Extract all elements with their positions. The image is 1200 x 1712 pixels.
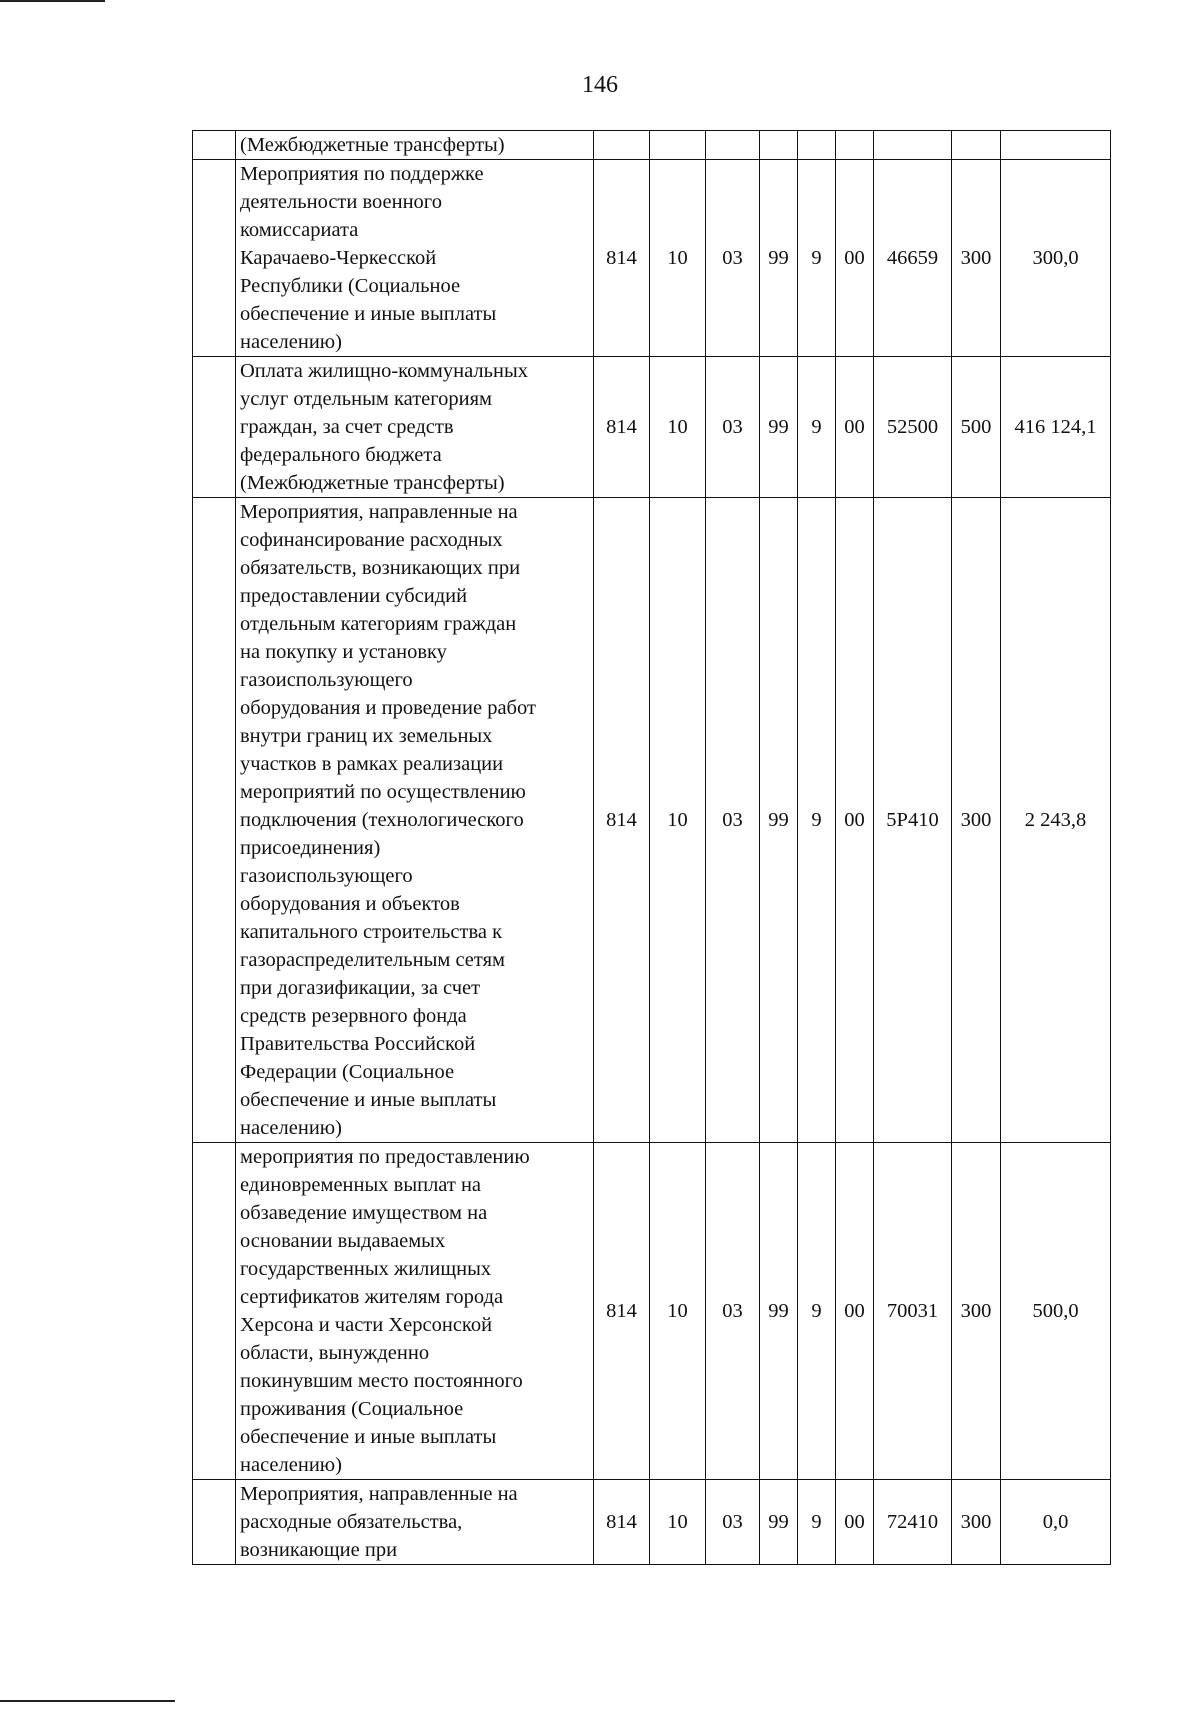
code-cell: 52500 xyxy=(874,357,952,498)
code-cell xyxy=(874,131,952,160)
code-cell: 03 xyxy=(706,1480,760,1565)
table-row xyxy=(193,1480,1111,1565)
description-cell: Оплата жилищно-коммунальных услуг отдельным категориям граждан, за счет средств федерального бюджета (Межбюджетные трансферты) xyxy=(236,357,594,498)
table-row xyxy=(193,357,1111,498)
code-cell: 72410 xyxy=(874,1480,952,1565)
code-cell: 9 xyxy=(798,498,836,1143)
code-cell: 9 xyxy=(798,1480,836,1565)
code-cell: 300 xyxy=(952,1480,1001,1565)
row-number-cell xyxy=(193,1143,236,1480)
code-cell: 300 xyxy=(952,498,1001,1143)
table-row xyxy=(193,160,1111,357)
code-cell xyxy=(952,131,1001,160)
amount-cell: 300,0 xyxy=(1001,160,1111,357)
scan-edge-mark xyxy=(0,1700,175,1702)
code-cell: 814 xyxy=(594,357,650,498)
row-number-cell xyxy=(193,357,236,498)
table-row xyxy=(193,498,1111,1143)
code-cell: 10 xyxy=(650,160,706,357)
code-cell: 500 xyxy=(952,357,1001,498)
code-cell xyxy=(798,131,836,160)
code-cell: 10 xyxy=(650,357,706,498)
code-cell: 00 xyxy=(836,498,874,1143)
code-cell: 300 xyxy=(952,1143,1001,1480)
code-cell: 814 xyxy=(594,498,650,1143)
code-cell: 9 xyxy=(798,160,836,357)
code-cell: 00 xyxy=(836,1143,874,1480)
description-cell: Мероприятия, направленные на софинансирование расходных обязательств, возникающих при предоставлении субсидий отдельным категориям граждан на покупку и установку газоиспользующего оборудования и проведение работ внутри границ их земельных участков в рамках реализации мероприятий по осуществлению подключения (технологического присоединения) газоиспользующего оборудования и объектов капитального строительства к газораспределительным сетям при догазификации, за счет средств резервного фонда Правительства Российской Федерации (Социальное обеспечение и иные выплаты населению) xyxy=(236,498,594,1143)
table-row xyxy=(193,131,1111,160)
description-cell: Мероприятия, направленные на расходные обязательства, возникающие при xyxy=(236,1480,594,1565)
code-cell: 00 xyxy=(836,160,874,357)
code-cell xyxy=(760,131,798,160)
description-cell: мероприятия по предоставлению единовременных выплат на обзаведение имуществом на основании выдаваемых государственных жилищных сертификатов жителям города Херсона и части Херсонской области, вынужденно покинувшим место постоянного проживания (Социальное обеспечение и иные выплаты населению) xyxy=(236,1143,594,1480)
description-cell: Мероприятия по поддержке деятельности военного комиссариата Карачаево-Черкесской Республики (Социальное обеспечение и иные выплаты населению) xyxy=(236,160,594,357)
amount-cell: 500,0 xyxy=(1001,1143,1111,1480)
code-cell xyxy=(594,131,650,160)
code-cell: 03 xyxy=(706,160,760,357)
code-cell: 03 xyxy=(706,357,760,498)
code-cell: 300 xyxy=(952,160,1001,357)
code-cell: 99 xyxy=(760,1143,798,1480)
code-cell xyxy=(706,131,760,160)
description-cell: (Межбюджетные трансферты) xyxy=(236,131,594,160)
code-cell: 46659 xyxy=(874,160,952,357)
row-number-cell xyxy=(193,131,236,160)
code-cell: 00 xyxy=(836,1480,874,1565)
page-number: 146 xyxy=(582,72,618,98)
code-cell: 99 xyxy=(760,1480,798,1565)
budget-table xyxy=(192,130,1111,1565)
code-cell xyxy=(650,131,706,160)
code-cell: 10 xyxy=(650,498,706,1143)
amount-cell: 416 124,1 xyxy=(1001,357,1111,498)
table-row xyxy=(193,1143,1111,1480)
code-cell: 814 xyxy=(594,1480,650,1565)
code-cell: 00 xyxy=(836,357,874,498)
code-cell: 9 xyxy=(798,357,836,498)
amount-cell: 0,0 xyxy=(1001,1480,1111,1565)
code-cell: 99 xyxy=(760,498,798,1143)
code-cell: 814 xyxy=(594,1143,650,1480)
code-cell: 10 xyxy=(650,1143,706,1480)
row-number-cell xyxy=(193,498,236,1143)
amount-cell: 2 243,8 xyxy=(1001,498,1111,1143)
code-cell: 814 xyxy=(594,160,650,357)
amount-cell xyxy=(1001,131,1111,160)
code-cell: 9 xyxy=(798,1143,836,1480)
code-cell: 5Р410 xyxy=(874,498,952,1143)
code-cell: 10 xyxy=(650,1480,706,1565)
scan-edge-mark xyxy=(0,0,105,2)
row-number-cell xyxy=(193,160,236,357)
code-cell: 03 xyxy=(706,498,760,1143)
code-cell: 70031 xyxy=(874,1143,952,1480)
code-cell: 99 xyxy=(760,160,798,357)
row-number-cell xyxy=(193,1480,236,1565)
code-cell: 99 xyxy=(760,357,798,498)
code-cell xyxy=(836,131,874,160)
code-cell: 03 xyxy=(706,1143,760,1480)
